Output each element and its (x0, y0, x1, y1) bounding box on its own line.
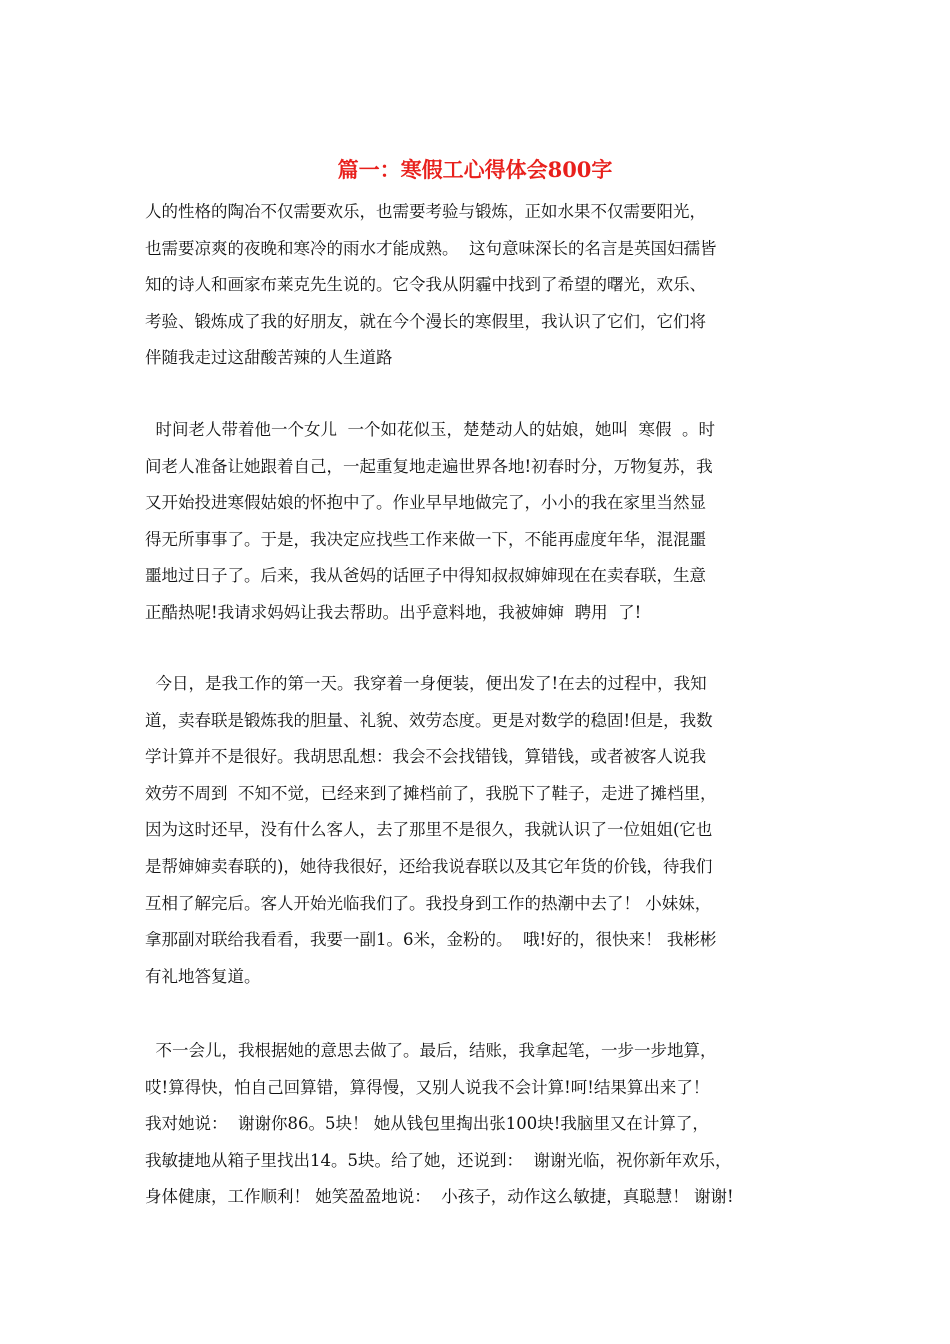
text-line: 人的性格的陶冶不仅需要欢乐，也需要考验与锻炼，正如水果不仅需要阳光， (145, 202, 706, 221)
text-line: 今日，是我工作的第一天。我穿着一身便装，便出发了!在去的过程中，我知 (145, 674, 707, 693)
text-line: 得无所事事了。于是，我决定应找些工作来做一下，不能再虚度年华，混混噩 (145, 529, 706, 549)
text-line: 又开始投进寒假姑娘的怀抱中了。作业早早地做完了，小小的我在家里当然显 (145, 493, 706, 513)
paragraph-4 (145, 1033, 825, 1216)
text-line: 拿那副对联给我看看，我要一副1。6米，金粉的。 哦!好的，很快来！ 我彬彬 (145, 930, 717, 950)
paragraph-2 (145, 412, 825, 632)
text-line: 知的诗人和画家布莱克先生说的。它令我从阴霾中找到了希望的曙光，欢乐、 (145, 275, 706, 295)
text-line: 我对她说： 谢谢你86。5块！ 她从钱包里掏出张100块!我脑里又在计算了， (145, 1114, 709, 1134)
text-line: 身体健康，工作顺利！ 她笑盈盈地说： 小孩子，动作这么敏捷，真聪慧！ 谢谢! (145, 1187, 734, 1207)
text-line: 间老人准备让她跟着自己，一起重复地走遍世界各地!初春时分，万物复苏，我 (145, 456, 713, 476)
document-title: 篇一：寒假工心得体会800字 (337, 157, 613, 182)
paragraph-1 (145, 194, 825, 377)
text-line: 有礼地答复道。 (145, 966, 261, 986)
text-line: 因为这时还早，没有什么客人，去了那里不是很久，我就认识了一位姐姐(它也 (145, 820, 713, 840)
text-line: 效劳不周到 不知不觉，已经来到了摊档前了，我脱下了鞋子，走进了摊档里， (145, 783, 717, 803)
text-line: 学计算并不是很好。我胡思乱想：我会不会找错钱，算错钱，或者被客人说我 (145, 747, 706, 767)
text-line: 互相了解完后。客人开始光临我们了。我投身到工作的热潮中去了！ 小妹妹， (145, 893, 712, 913)
text-line: 也需要凉爽的夜晚和寒冷的雨水才能成熟。 这句意味深长的名言是英国妇孺皆 (145, 238, 717, 258)
text-line: 是帮婶婶卖春联的)，她待我很好，还给我说春联以及其它年货的价钱，待我们 (145, 856, 713, 876)
text-line: 不一会儿，我根据她的意思去做了。最后，结账，我拿起笔，一步一步地算， (145, 1041, 717, 1060)
text-line: 正酷热呢!我请求妈妈让我去帮助。出乎意料地，我被婶婶 聘用 了! (145, 602, 642, 622)
text-line: 时间老人带着他一个女儿 一个如花似玉，楚楚动人的姑娘，她叫 寒假 。时 (145, 420, 715, 439)
text-line: 我敏捷地从箱子里找出14。5块。给了她，还说到： 谢谢光临，祝你新年欢乐， (145, 1150, 732, 1170)
text-line: 噩地过日子了。后来，我从爸妈的话匣子中得知叔叔婶婶现在在卖春联，生意 (145, 566, 706, 586)
text-line: 伴随我走过这甜酸苦辣的人生道路 (145, 348, 393, 368)
text-line: 道，卖春联是锻炼我的胆量、礼貌、效劳态度。更是对数学的稳固!但是，我数 (145, 710, 713, 730)
text-line: 哎!算得快，怕自己回算错，算得慢，又别人说我不会计算!呵!结果算出来了！ (145, 1077, 710, 1097)
text-line: 考验、锻炼成了我的好朋友，就在今个漫长的寒假里，我认识了它们，它们将 (145, 311, 706, 331)
paragraph-3 (145, 666, 825, 995)
